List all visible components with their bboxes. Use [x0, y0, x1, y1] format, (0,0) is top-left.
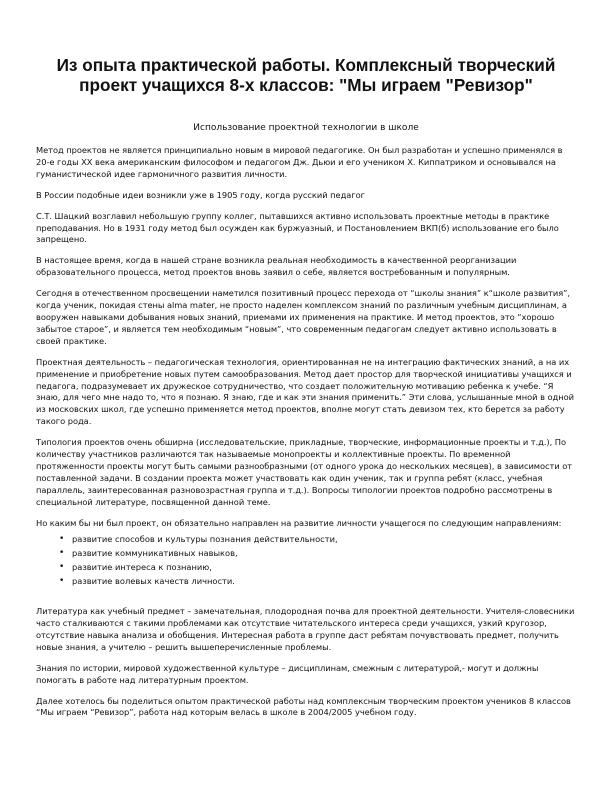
bullet-icon: • [59, 548, 65, 559]
paragraph-russia: В России подобные идеи возникли уже в 1905 году, когда русский педагог [36, 189, 365, 200]
list-item-text: развитие волевых качеств личности. [72, 576, 235, 587]
bullet-icon: • [59, 562, 65, 573]
paragraph-revizor-project: Далее хотелось бы поделиться опытом практической работы над комплексным творческим проектом учеников 8 классов “Мы играем “Ревизор”, работа над которым велась в школе в 2004/2005 учебном году. [36, 695, 571, 718]
paragraph-directions: Но каким бы ни был проект, он обязательно направлен на развитие личности учащегося по следующим направлениям: [36, 517, 562, 528]
paragraph-school-of-development: Сегодня в отечественном просвещении наметился позитивный процесс перехода от “школы знания” к“школе развития”, когда ученик, покидая стены alma mater, не просто наделен комплексом знаний по различным учебным дисциплинам, а вооружен навыками добывания новых знаний, приемами их применения на практике. И метод проектов, это “хорошо забытое старое”, и является тем необходимым “новым”, что современным педагогам следует активно использовать в своей практике. [36, 288, 571, 346]
page-subtitle: Использование проектной технологии в школе [193, 123, 419, 133]
directions-list [36, 534, 576, 588]
paragraph-intro: Метод проектов не является принципиально новым в мировой педагогике. Он был разработан и успешно применялся в 20-е годы XX века американским философом и педагогом Дж. Дьюи и его учеником Х. Киппатриком и основывался на гуманистической идее гармоничного развития личности. [36, 145, 563, 179]
paragraph-literature: Литература как учебный предмет – замечательная, плодородная почва для проектной деятельности. Учителя-словесники часто сталкиваются с такими проблемами как отсутствие читательского интереса среди учащихся, узкий кругозор, отсутствие навыка анализа и обобщения. Интересная работа в группе даст ребятам почувствовать предмет, получить новые знания, а учителю – решить вышеперечисленные проблемы. [36, 606, 575, 652]
list-item-text: развитие интереса к познанию, [72, 562, 212, 573]
paragraph-typology: Типология проектов очень обширна (исследовательские, прикладные, творческие, информационные проекты и т.д.), По количеству участников различаются так называемые монопроекты и коллективные проекты. По временной протяженности проекты могут быть самыми разнообразными (от одного урока до нескольких месяцев), в зависимости от поставленной задачи. В создании проекта может участвовать как один ученик, так и группа ребят (класс, учебная параллель, заинтересованная разновозрастная группа и т.д.). Вопросы типологии проектов подробно рассмотрены в специальной литературе, посвященной данной теме. [36, 437, 573, 507]
list-item [59, 534, 576, 546]
paragraph-history: Знания по истории, мировой художественной культуре – дисциплинам, смежным с литературой,- могут и должны помогать в работе над литературным проектом. [36, 662, 539, 685]
list-item [59, 562, 576, 574]
bullet-icon: • [59, 534, 65, 545]
list-item-text: развитие способов и культуры познания действительности, [72, 534, 338, 545]
bullet-icon: • [59, 576, 65, 587]
paragraph-present: В настоящее время, когда в нашей стране возникла реальная необходимость в качественной реорганизации образовательного процесса, метод проектов вновь заявил о себе, является востребованным и популярным. [36, 255, 517, 278]
page-title: Из опыта практической работы. Комплексный творческий проект учащихся 8-х классов: "Мы играем "Ревизор" [56, 55, 556, 95]
paragraph-shatsky: С.Т. Шацкий возглавил небольшую группу коллег, пытавшихся активно использовать проектные методы в практике преподавания. Но в 1931 году метод был осужден как буржуазный, и Постановлением ВКП(б) использование его было запрещено. [36, 210, 559, 245]
list-item [59, 548, 576, 560]
list-item [59, 576, 576, 588]
list-item-text: развитие коммуникативных навыков, [72, 548, 238, 559]
paragraph-project-activity: Проектная деятельность – педагогическая технология, ориентированная не на интеграцию фактических знаний, а на их применение и приобретение новых путем самообразования. Метод дает простор для творческой инициативы учащихся и педагога, подразумевает их дружеское сотрудничество, что создает положительную мотивацию ребенка к учебе. “Я знаю, для чего мне надо то, что я познаю. Я знаю, где и как эти знания применить.” Эти слова, услышанные мной в одной из московских школ, где успешно применяется метод проектов, вполне могут стать девизом тех, кто берется за работу такого рода. [36, 356, 574, 427]
